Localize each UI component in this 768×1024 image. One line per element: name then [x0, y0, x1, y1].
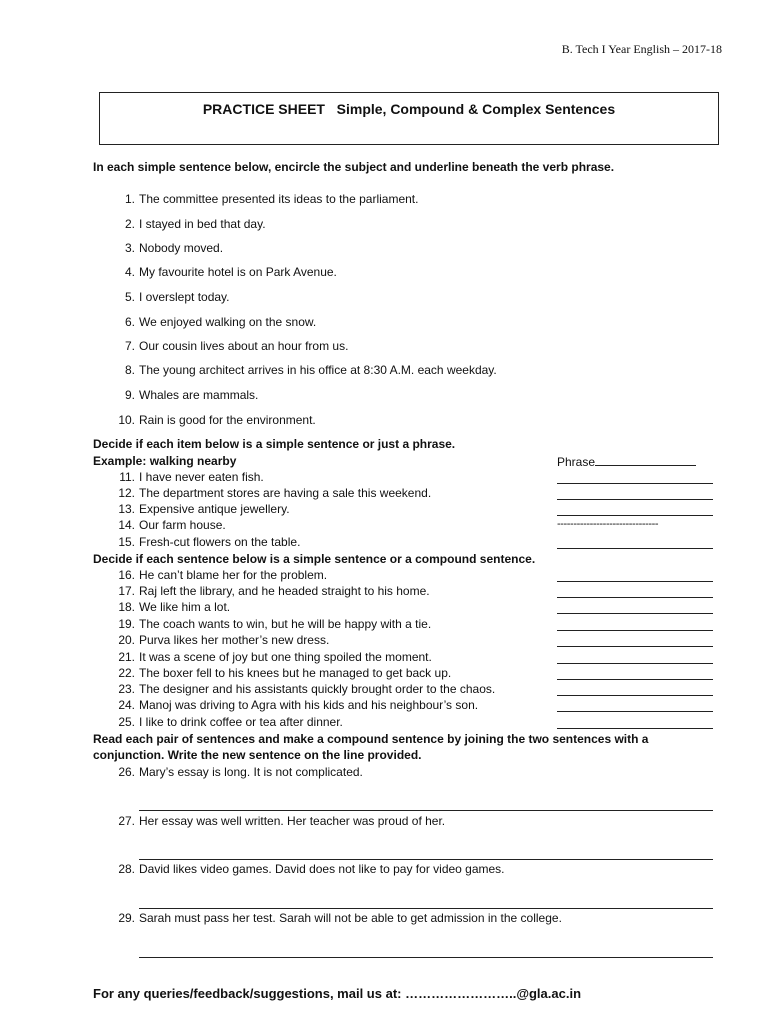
answer-line[interactable]	[557, 711, 713, 712]
list-item: 16. He can’t blame her for the problem.	[118, 568, 328, 582]
list-item: 24. Manoj was driving to Agra with his kids and his neighbour’s son.	[118, 698, 479, 712]
list-item: 18. We like him a lot.	[118, 600, 231, 614]
answer-line[interactable]	[595, 454, 696, 466]
list-item: 9. Whales are mammals.	[124, 388, 259, 402]
answer-line[interactable]	[557, 515, 713, 516]
list-item: 21. It was a scene of joy but one thing spoiled the moment.	[118, 650, 432, 664]
section2-instruction: Decide if each item below is a simple sentence or just a phrase.	[93, 437, 456, 451]
list-item: 6. We enjoyed walking on the snow.	[124, 315, 317, 329]
answer-line[interactable]	[557, 613, 713, 614]
list-item: 28. David likes video games. David does not like to pay for video games.	[118, 862, 505, 876]
answer-line[interactable]	[557, 728, 713, 729]
list-item: 7. Our cousin lives about an hour from us.	[124, 339, 349, 353]
list-item: 4. My favourite hotel is on Park Avenue.	[124, 265, 337, 279]
answer-line[interactable]	[139, 810, 713, 811]
list-item: 17. Raj left the library, and he headed straight to his home.	[118, 584, 430, 598]
list-item: 29. Sarah must pass her test. Sarah will not be able to get admission in the college.	[118, 911, 562, 925]
list-item: 3. Nobody moved.	[124, 241, 224, 255]
section4-instruction-line2: conjunction. Write the new sentence on the line provided.	[93, 748, 422, 762]
page-title: PRACTICE SHEET Simple, Compound & Complex Sentences	[202, 101, 616, 117]
list-item: 27. Her essay was well written. Her teacher was proud of her.	[118, 814, 446, 828]
list-item: 25. I like to drink coffee or tea after dinner.	[118, 715, 343, 729]
answer-line[interactable]	[557, 548, 713, 549]
answer-line[interactable]	[139, 957, 713, 958]
list-item: 5. I overslept today.	[124, 290, 230, 304]
answer-line[interactable]	[557, 679, 713, 680]
answer-line[interactable]	[139, 908, 713, 909]
list-item: 2. I stayed in bed that day.	[124, 217, 266, 231]
list-item: 10. Rain is good for the environment.	[118, 413, 316, 427]
list-item: 23. The designer and his assistants quickly brought order to the chaos.	[118, 682, 496, 696]
answer-line[interactable]	[557, 663, 713, 664]
answer-line[interactable]	[557, 597, 713, 598]
answer-line[interactable]	[557, 695, 713, 696]
list-item: 8. The young architect arrives in his office at 8:30 A.M. each weekday.	[124, 363, 497, 377]
section4-instruction-line1: Read each pair of sentences and make a compound sentence by joining the two sentences with a	[93, 732, 649, 746]
answer-line[interactable]	[557, 483, 713, 484]
answer-line[interactable]	[139, 859, 713, 860]
example-answer: Phrase	[557, 454, 696, 469]
list-item: 22. The boxer fell to his knees but he managed to get back up.	[118, 666, 452, 680]
list-item: 20. Purva likes her mother’s new dress.	[118, 633, 330, 647]
list-item: 12. The department stores are having a sale this weekend.	[118, 486, 432, 500]
title-box	[99, 92, 719, 145]
answer-line[interactable]	[557, 499, 713, 500]
section3-instruction: Decide if each sentence below is a simple sentence or a compound sentence.	[93, 552, 536, 566]
course-header: B. Tech I Year English – 2017-18	[561, 42, 722, 56]
answer-line[interactable]	[557, 646, 713, 647]
answer-dashes: -------------------------------	[557, 518, 659, 530]
footer-contact: For any queries/feedback/suggestions, mail us at: ……………………..@gla.ac.in	[93, 986, 582, 1001]
list-item: 11. I have never eaten fish.	[119, 470, 264, 484]
list-item: 26. Mary’s essay is long. It is not complicated.	[118, 765, 363, 779]
section2-example: Example: walking nearby	[93, 454, 237, 468]
list-item: 13. Expensive antique jewellery.	[118, 502, 290, 516]
answer-line[interactable]	[557, 581, 713, 582]
list-item: 14. Our farm house.	[118, 518, 226, 532]
answer-line[interactable]	[557, 630, 713, 631]
list-item: 19. The coach wants to win, but he will be happy with a tie.	[118, 617, 432, 631]
section1-instruction: In each simple sentence below, encircle the subject and underline beneath the verb phrase.	[93, 160, 615, 174]
list-item: 1. The committee presented its ideas to the parliament.	[124, 192, 419, 206]
list-item: 15. Fresh-cut flowers on the table.	[118, 535, 301, 549]
